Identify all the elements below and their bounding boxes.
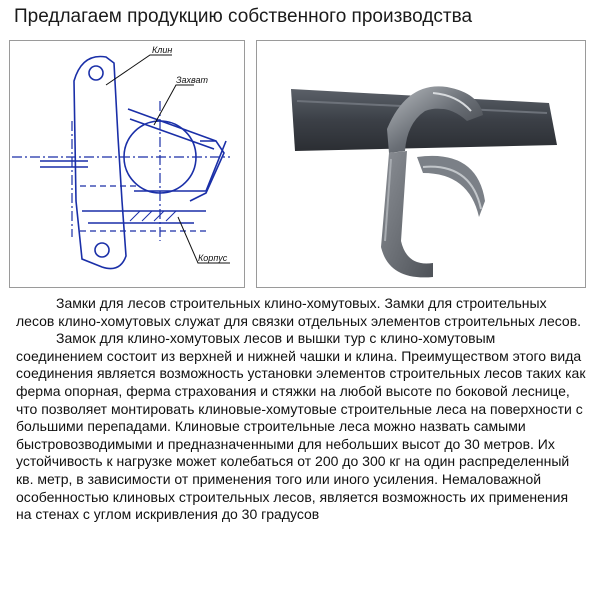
housing-outline bbox=[82, 211, 206, 223]
page-title: Предлагаем продукцию собственного производства bbox=[14, 6, 473, 27]
description-text bbox=[16, 295, 586, 524]
product-photo bbox=[257, 41, 585, 287]
wedge-outline bbox=[74, 57, 126, 269]
label-zahvat: Захват bbox=[176, 75, 209, 85]
housing-hatch bbox=[130, 211, 176, 221]
label-klin: Клин bbox=[152, 45, 173, 55]
wedge-hole-bottom bbox=[95, 243, 109, 257]
clamp-outline bbox=[128, 109, 226, 191]
leader-klin bbox=[106, 55, 172, 85]
technical-drawing bbox=[10, 41, 244, 287]
technical-drawing-frame bbox=[9, 40, 245, 288]
wedge-hole-top bbox=[89, 66, 103, 80]
product-photo-frame bbox=[256, 40, 586, 288]
photo-lower-clamp bbox=[417, 156, 485, 217]
paragraph: Замок для клино-хомутовых лесов и вышки тур с клино-хомутовым соединением состоит из верхней и нижней чашки и клина. Преимуществом этого вида соединения является возможность установки элементов строительных лесов таких как ферма опорная, ферма страхования и стяжки на любой высоте по боковой леснице, что позволяет монтировать клиновые-хомутовые строительные леса на поверхности с большими перепадами. Клиновые строительные леса можно назвать самыми быстровозводимыми и предназначенными для небольших высот до 30 метров. Их устойчивость к нагрузке может колебаться от 200 до 300 кг на один распределенный кв. метр, в зависимости от применения того или иного усиления. Немаловажной особенностью клиновых строительных лесов, является возможность их применения на стенах с углом искривления до 30 градусов bbox=[16, 330, 586, 523]
post-outline bbox=[40, 161, 88, 167]
label-korpus: Корпус bbox=[198, 253, 228, 263]
paragraph: Замки для лесов строительных клино-хомутовых. Замки для строительных лесов клино-хомутовых служат для связки отдельных элементов строительных лесов. bbox=[16, 295, 582, 329]
